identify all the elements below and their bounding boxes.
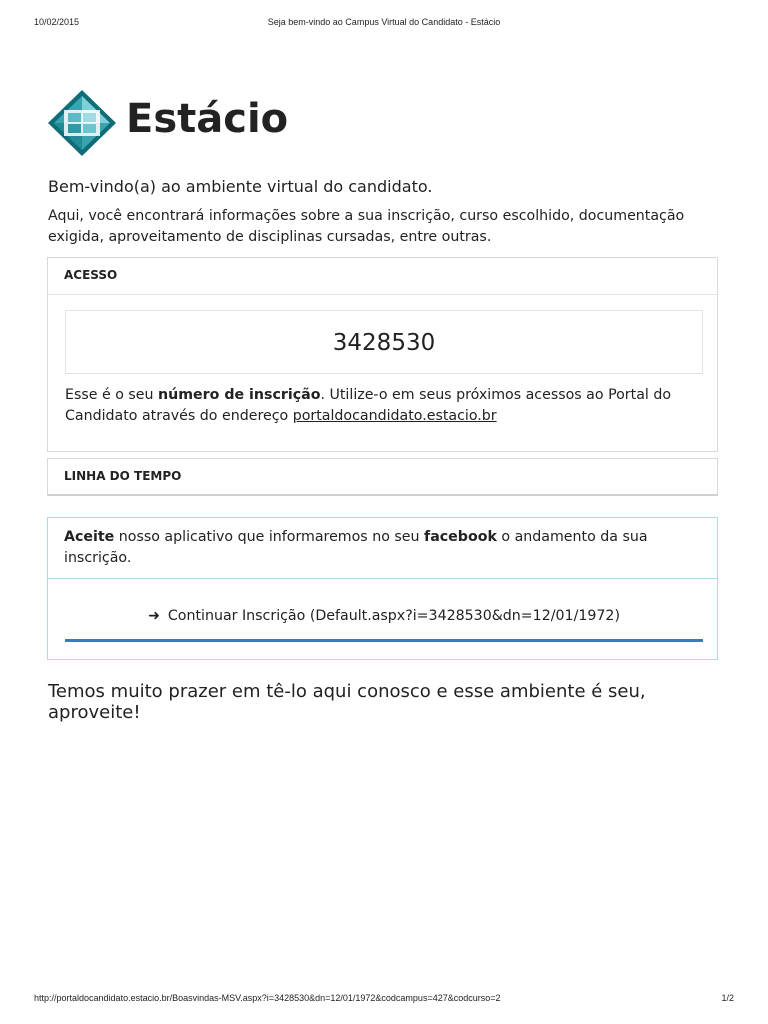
print-page-title: Seja bem-vindo ao Campus Virtual do Candidato - Estácio [267,17,501,27]
print-page-count: 1/2 [721,993,734,1003]
acesso-text-before: Esse é o seu [65,387,159,403]
linha-do-tempo-heading: LINHA DO TEMPO [64,469,182,483]
registration-number: 3428530 [65,310,703,374]
estacio-diamond-logo-icon [46,88,118,158]
acesso-description [65,385,705,427]
print-header [0,17,768,31]
closing-message: Temos muito prazer em tê-lo aqui conosco e esse ambiente é seu, aproveite! [48,681,646,723]
welcome-heading: Bem-vindo(a) ao ambiente virtual do candidato. [48,177,433,196]
facebook-bold-facebook: facebook [424,529,497,545]
print-url: http://portaldocandidato.estacio.br/Boasvindas-MSV.aspx?i=3428530&dn=12/01/1972&codcampus=427&codcurso=2 [34,993,501,1003]
continue-registration-button[interactable] [65,596,703,642]
facebook-bold-aceite: Aceite [64,529,115,545]
brand-logo[interactable] [46,88,296,158]
linha-do-tempo-panel[interactable] [47,458,718,496]
portal-link[interactable]: portaldocandidato.estacio.br [292,408,497,424]
print-footer [0,993,768,1007]
acesso-panel [47,257,718,452]
intro-text: Aqui, você encontrará informações sobre a sua inscrição, curso escolhido, documentação exigida, aproveitamento de disciplinas cursadas, entre outras. [48,208,685,245]
acesso-text-after: . Utilize-o em seus próximos acessos ao Portal do Candidato através do endereço [65,387,672,424]
continue-registration-label: Continuar Inscrição (Default.aspx?i=3428530&dn=12/01/1972) [167,608,620,624]
arrow-right-icon: ➜ [148,608,160,624]
facebook-text1: nosso aplicativo que informaremos no seu [114,529,425,545]
acesso-heading: ACESSO [48,258,717,295]
brand-name: Estácio [126,96,289,142]
print-date: 10/02/2015 [34,17,80,27]
acesso-text-bold: número de inscrição [158,387,321,403]
facebook-message [48,518,717,579]
facebook-panel [47,517,718,660]
facebook-text2: o andamento da sua inscrição. [64,529,648,566]
